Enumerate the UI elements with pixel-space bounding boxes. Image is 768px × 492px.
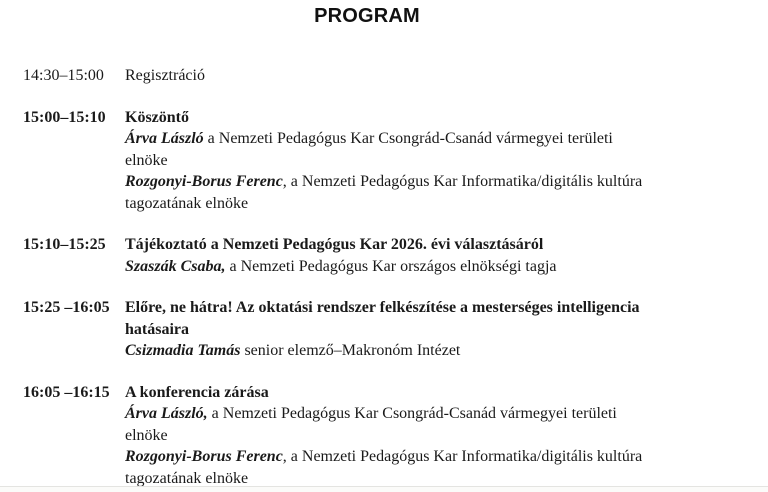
session-text: a Nemzeti Pedagógus Kar Csongrád-Csanád vármegyei területi — [207, 405, 617, 422]
session-text: elnöke — [125, 151, 168, 169]
session-title: Köszöntő — [125, 108, 189, 126]
page-title: PROGRAM — [314, 5, 420, 27]
schedule-row — [23, 382, 728, 490]
session-time: 16:05 –16:15 — [23, 383, 110, 401]
content-line — [125, 65, 728, 87]
session-text: a Nemzeti Pedagógus Kar Csongrád-Csanád vármegyei területi — [203, 130, 613, 147]
session-content — [125, 234, 728, 277]
session-text: a Nemzeti Pedagógus Kar országos elnökségi tagja — [225, 257, 557, 275]
content-line — [125, 234, 728, 256]
session-text: Regisztráció — [125, 67, 205, 84]
content-line — [125, 403, 728, 425]
speaker-name: Rozgonyi-Borus Ferenc — [125, 448, 283, 465]
session-text: , a Nemzeti Pedagógus Kar Informatika/digitális kultúra — [282, 448, 643, 465]
content-line — [125, 128, 728, 150]
session-time: 15:10–15:25 — [23, 236, 106, 253]
content-line — [125, 382, 728, 404]
content-line — [125, 193, 728, 215]
speaker-name: Árva László — [125, 130, 204, 147]
schedule-row — [23, 234, 728, 277]
session-title: Előre, ne hátra! Az oktatási rendszer felkészítése a mesterséges intelligencia — [125, 299, 640, 316]
session-content — [125, 297, 728, 362]
session-text: tagozatának elnöke — [125, 469, 249, 487]
schedule-list — [23, 65, 728, 489]
content-line — [125, 171, 728, 193]
schedule-row — [23, 65, 728, 87]
content-line — [125, 107, 728, 129]
session-title: A konferencia zárása — [125, 383, 269, 401]
session-time: 14:30–15:00 — [23, 67, 104, 84]
schedule-row — [23, 297, 728, 362]
schedule-row — [23, 107, 728, 215]
session-text: , a Nemzeti Pedagógus Kar Informatika/digitális kultúra — [282, 173, 643, 190]
session-content — [125, 107, 728, 215]
session-text: tagozatának elnöke — [125, 194, 249, 212]
content-line — [125, 150, 728, 172]
page-bottom-edge — [0, 486, 768, 492]
session-title: Tájékoztató a Nemzeti Pedagógus Kar 2026. évi választásáról — [125, 236, 544, 253]
content-line — [125, 340, 728, 362]
session-content — [125, 65, 728, 87]
speaker-name: Szaszák Csaba, — [125, 257, 226, 275]
session-text: elnöke — [125, 426, 168, 444]
content-line — [125, 319, 728, 341]
session-content — [125, 382, 728, 490]
session-title: hatásaira — [125, 320, 189, 338]
content-line — [125, 297, 728, 319]
content-line — [125, 446, 728, 468]
speaker-name: Rozgonyi-Borus Ferenc — [125, 173, 283, 190]
session-time: 15:25 –16:05 — [23, 299, 110, 316]
session-text: senior elemző–Makronóm Intézet — [240, 342, 461, 359]
content-line — [125, 256, 728, 278]
content-line — [125, 425, 728, 447]
speaker-name: Árva László, — [125, 405, 208, 422]
session-time: 15:00–15:10 — [23, 108, 106, 126]
speaker-name: Csizmadia Tamás — [125, 342, 241, 359]
